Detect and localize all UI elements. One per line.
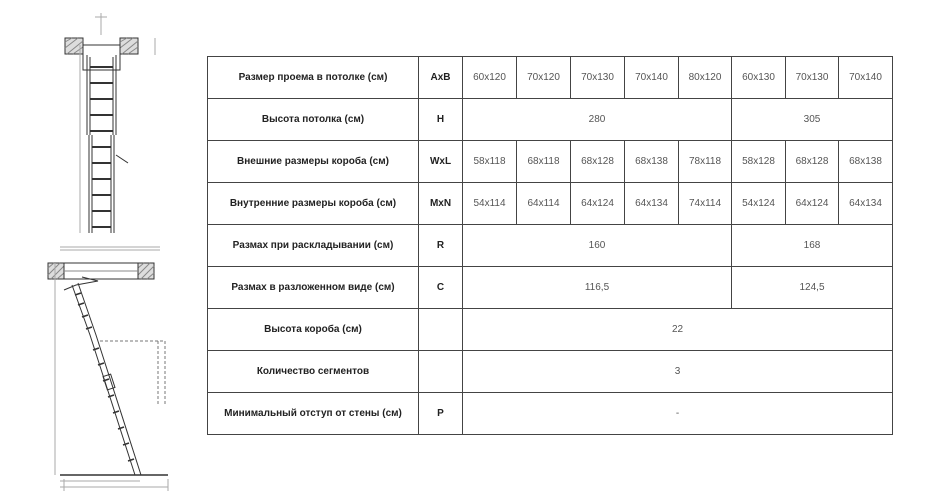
table-row [208, 393, 893, 435]
table-cell: 64x114 [517, 183, 571, 225]
table-row [208, 267, 893, 309]
table-row [208, 99, 893, 141]
table-cell: 168 [732, 225, 893, 267]
parameter-label: Минимальный отступ от стены (см) [208, 393, 419, 435]
table-cell: 3 [463, 351, 893, 393]
table-cell: 74x114 [679, 183, 732, 225]
parameter-label: Высота потолка (см) [208, 99, 419, 141]
parameter-label: Количество сегментов [208, 351, 419, 393]
table-cell: 305 [732, 99, 893, 141]
table-cell: 280 [463, 99, 732, 141]
table-cell: 68x138 [625, 141, 679, 183]
specifications-table [207, 56, 893, 435]
table-cell: 68x138 [839, 141, 893, 183]
parameter-code: WxL [419, 141, 463, 183]
table-row [208, 309, 893, 351]
parameter-code [419, 309, 463, 351]
parameter-code: AxB [419, 57, 463, 99]
table-cell: 58x118 [463, 141, 517, 183]
attic-ladder-technical-drawing-icon [40, 5, 190, 491]
table-cell: 64x134 [839, 183, 893, 225]
parameter-label: Внутренние размеры короба (см) [208, 183, 419, 225]
table-cell: 64x134 [625, 183, 679, 225]
table-row [208, 225, 893, 267]
table-cell: 54x124 [732, 183, 786, 225]
parameter-code: H [419, 99, 463, 141]
parameter-code: R [419, 225, 463, 267]
table-row [208, 351, 893, 393]
parameter-label: Размер проема в потолке (см) [208, 57, 419, 99]
table-cell: 64x124 [571, 183, 625, 225]
table-cell: 64x124 [786, 183, 839, 225]
parameter-label: Размах в разложенном виде (см) [208, 267, 419, 309]
table-cell: - [463, 393, 893, 435]
table-row [208, 57, 893, 99]
parameter-code: C [419, 267, 463, 309]
table-cell: 22 [463, 309, 893, 351]
parameter-label: Высота короба (см) [208, 309, 419, 351]
parameter-label: Размах при раскладывании (см) [208, 225, 419, 267]
table-cell: 80x120 [679, 57, 732, 99]
table-cell: 160 [463, 225, 732, 267]
table-cell: 70x130 [786, 57, 839, 99]
table-cell: 70x140 [839, 57, 893, 99]
table-cell: 54x114 [463, 183, 517, 225]
table-cell: 68x128 [571, 141, 625, 183]
table-cell: 116,5 [463, 267, 732, 309]
parameter-code: P [419, 393, 463, 435]
table-row [208, 183, 893, 225]
table-cell: 60x130 [732, 57, 786, 99]
table-cell: 70x120 [517, 57, 571, 99]
table-cell: 60x120 [463, 57, 517, 99]
table-cell: 58x128 [732, 141, 786, 183]
table-cell: 70x140 [625, 57, 679, 99]
table-cell: 124,5 [732, 267, 893, 309]
table-cell: 78x118 [679, 141, 732, 183]
table-cell: 68x128 [786, 141, 839, 183]
table-cell: 70x130 [571, 57, 625, 99]
parameter-code: MxN [419, 183, 463, 225]
parameter-code [419, 351, 463, 393]
parameter-label: Внешние размеры короба (см) [208, 141, 419, 183]
table-row [208, 141, 893, 183]
table-cell: 68x118 [517, 141, 571, 183]
